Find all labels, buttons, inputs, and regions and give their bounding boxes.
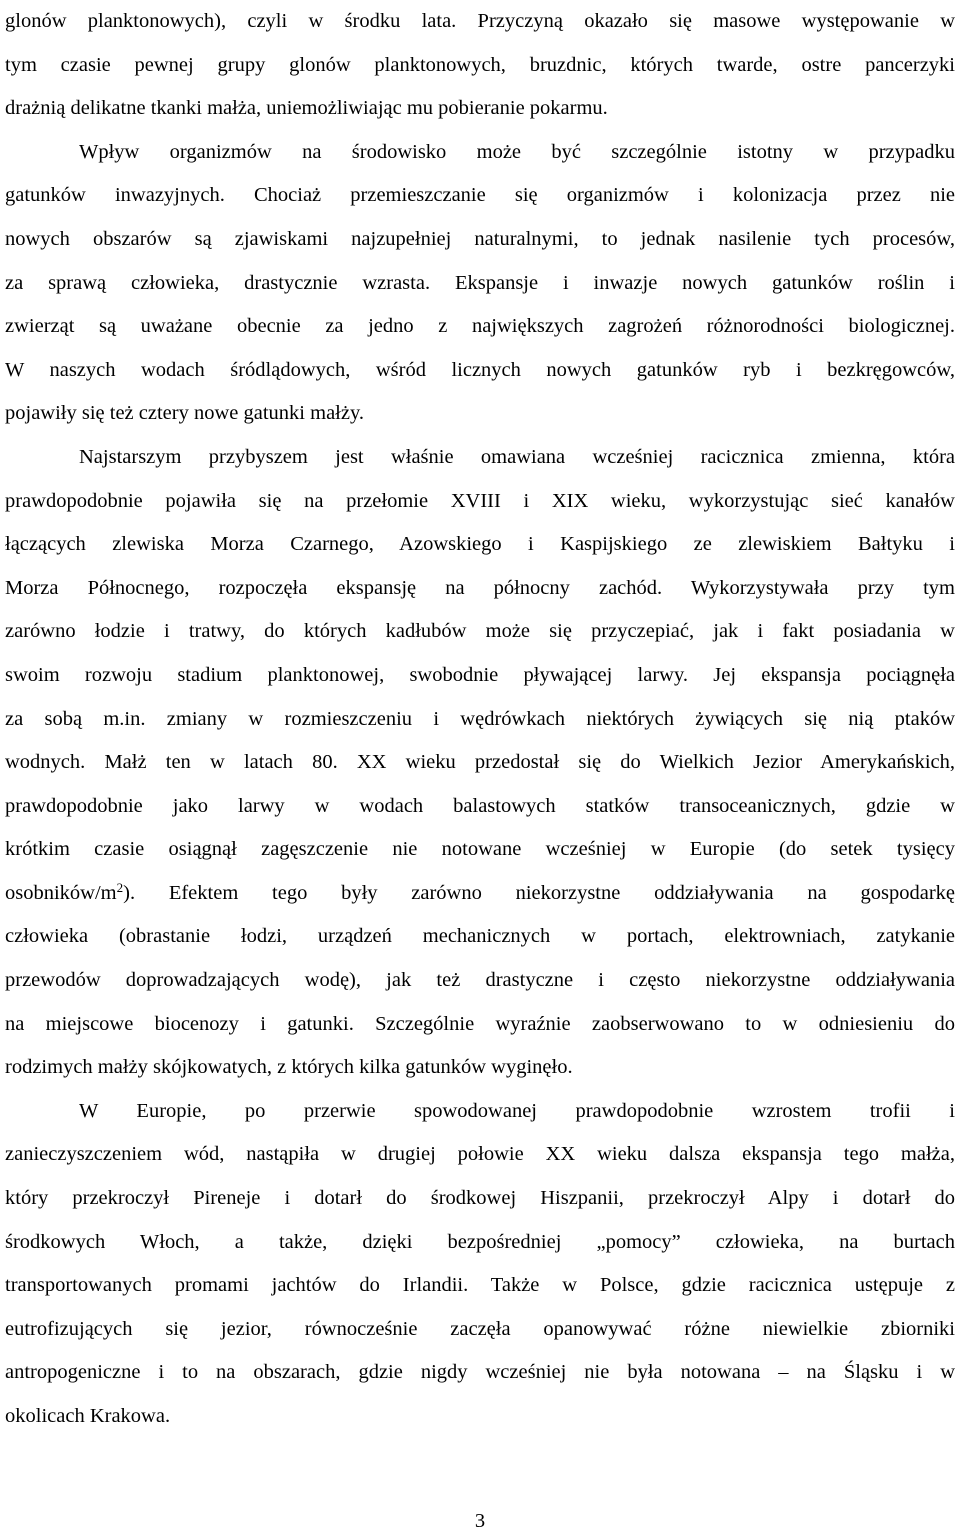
text-line: człowieka (obrastanie łodzi, urządzeń mechanicznych w portach, elektrowniach, zatykanie — [5, 925, 955, 948]
text-line: prawdopodobnie jako larwy w wodach balastowych statków transoceanicznych, gdzie w — [5, 794, 955, 817]
text-line: na miejscowe biocenozy i gatunki. Szczególnie wyraźnie zaobserwowano to w odniesieniu do — [5, 1012, 955, 1035]
text-line: Morza Północnego, rozpoczęła ekspansję na północny zachód. Wykorzystywała przy tym — [5, 576, 955, 599]
text-line: tym czasie pewnej grupy glonów planktonowych, bruzdnic, których twarde, ostre pancerzyki — [5, 53, 955, 76]
text-line: przewodów doprowadzających wodę), jak też drastyczne i często niekorzystne oddziaływania — [5, 969, 955, 992]
text-line: osobników/$m^2$). Efektem tego były zarówno niekorzystne oddziaływania na gospodarkę — [5, 879, 955, 904]
text-line: zarówno łodzie i tratwy, do których kadłubów może się przyczepiać, jak i fakt posiadania w — [5, 620, 955, 643]
text-line: środkowych Włoch, a także, dzięki bezpośredniej „pomocy” człowieka, na burtach — [5, 1230, 955, 1253]
text-line: Najstarszym przybyszem jest właśnie omawiana wcześniej racicznica zmienna, która — [79, 445, 955, 468]
text-line: transportowanych promami jachtów do Irlandii. Także w Polsce, gdzie racicznica ustępuje z — [5, 1274, 955, 1297]
text-line: antropogeniczne i to na obszarach, gdzie nigdy wcześniej nie była notowana – na Śląsku i w — [5, 1361, 955, 1384]
page-number: 3 — [474, 1510, 486, 1532]
text-line: rodzimych małży skójkowatych, z których kilka gatunków wyginęło. — [5, 1056, 573, 1079]
text-line: Wpływ organizmów na środowisko może być szczególnie istotny w przypadku — [79, 140, 955, 163]
text-line: łączących zlewiska Morza Czarnego, Azowskiego i Kaspijskiego ze zlewiskiem Bałtyku i — [5, 533, 955, 556]
text-line: drażnią delikatne tkanki małża, uniemożliwiając mu pobieranie pokarmu. — [5, 97, 608, 120]
document-body — [5, 0, 955, 1439]
text-line: wodnych. Małż ten w latach 80. XX wieku przedostał się do Wielkich Jezior Amerykańskich, — [5, 751, 955, 774]
text-line: nowych obszarów są zjawiskami najzupełniej naturalnymi, to jednak nasilenie tych procesów, — [5, 227, 955, 250]
text-line: glonów planktonowych), czyli w środku lata. Przyczyną okazało się masowe występowanie w — [5, 10, 955, 32]
text-line: okolicach Krakowa. — [5, 1405, 171, 1427]
text-line: pojawiły się też cztery nowe gatunki małży. — [5, 402, 365, 425]
text-line: krótkim czasie osiągnął zagęszczenie nie notowane wcześniej w Europie (do setek tysięcy — [5, 838, 955, 861]
text-line: za sobą m.in. zmiany w rozmieszczeniu i wędrówkach niektórych żywiących się nią ptaków — [5, 707, 955, 730]
text-line: eutrofizujących się jezior, równocześnie zaczęła opanowywać różne niewielkie zbiorniki — [5, 1317, 955, 1340]
text-line: zwierząt są uważane obecnie za jedno z największych zagrożeń różnorodności biologicznej. — [5, 315, 955, 338]
text-line: za sprawą człowieka, drastycznie wzrasta. Ekspansje i inwazje nowych gatunków roślin i — [5, 271, 955, 294]
text-line: W naszych wodach śródlądowych, wśród licznych nowych gatunków ryb i bezkręgowców, — [5, 358, 955, 381]
superscript: 2 — [116, 879, 124, 895]
text-line: swoim rozwoju stadium planktonowej, swobodnie pływającej larwy. Jej ekspansja pociągnęła — [5, 663, 955, 686]
text-line: który przekroczył Pireneje i dotarł do środkowej Hiszpanii, przekroczył Alpy i dotarł do — [5, 1187, 955, 1210]
text-line: gatunków inwazyjnych. Chociaż przemieszczanie się organizmów i kolonizacja przez nie — [5, 184, 955, 207]
text-line: W Europie, po przerwie spowodowanej prawdopodobnie wzrostem trofii i — [79, 1099, 955, 1122]
text-line: prawdopodobnie pojawiła się na przełomie XVIII i XIX wieku, wykorzystując sieć kanałów — [5, 489, 955, 512]
text-line: zanieczyszczeniem wód, nastąpiła w drugiej połowie XX wieku dalsza ekspansja tego małża, — [5, 1143, 955, 1166]
